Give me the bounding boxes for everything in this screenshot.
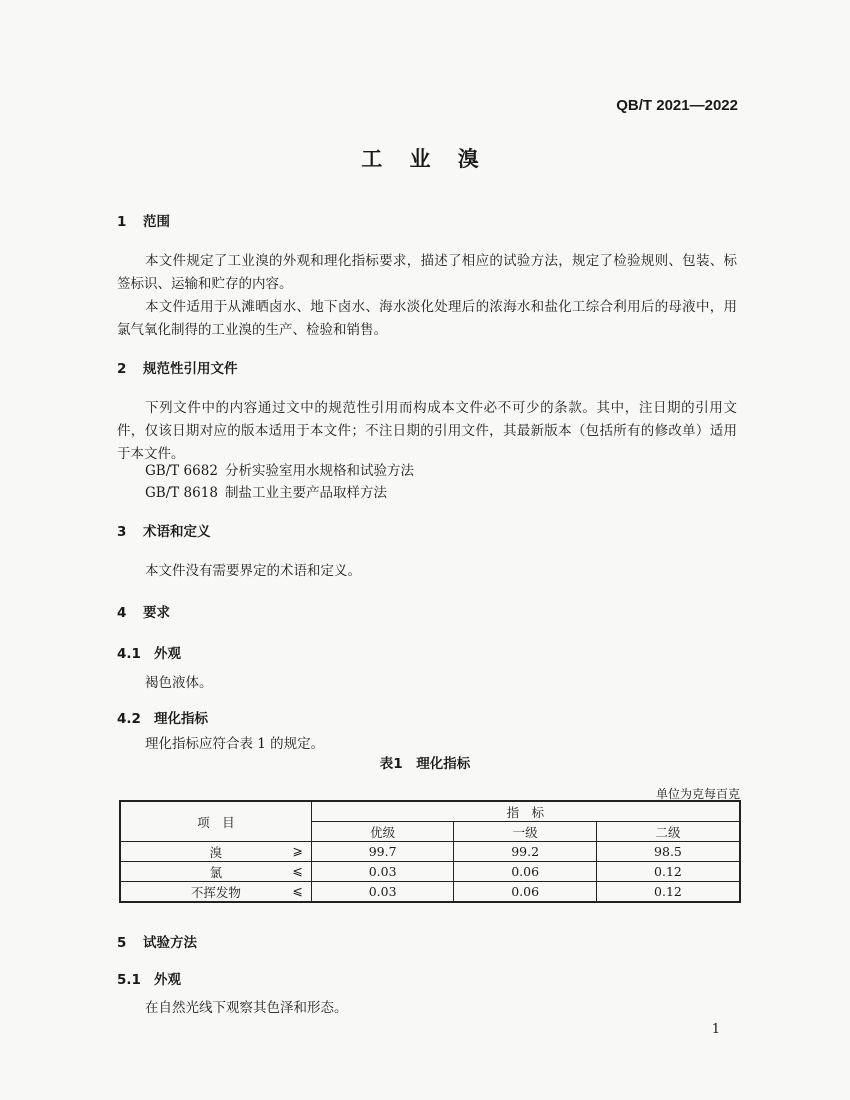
value-cell: 98.5 xyxy=(596,842,740,862)
comparison-operator: ⩾ xyxy=(292,843,303,858)
section-number: 3 xyxy=(117,524,127,540)
table-row xyxy=(120,862,740,882)
paragraph: 理化指标应符合表 1 的规定。 xyxy=(145,736,325,752)
section-title: 范围 xyxy=(143,214,170,230)
reference-code: GB/T 8618 xyxy=(145,485,218,501)
reference-item xyxy=(145,481,387,501)
page-number: 1 xyxy=(711,1022,720,1037)
section-number: 5 xyxy=(117,935,127,951)
section-4-heading xyxy=(117,601,170,621)
grade-header: 一级 xyxy=(454,822,597,842)
section-title: 术语和定义 xyxy=(143,524,211,540)
value-cell: 0.06 xyxy=(454,882,597,903)
table-header-row xyxy=(120,801,740,822)
table-unit: 单位为克每百克 xyxy=(655,787,740,801)
grade-header: 优级 xyxy=(311,822,454,842)
value-cell: 0.12 xyxy=(596,882,740,903)
item-name: 不挥发物 xyxy=(190,884,241,900)
item-name: 氯 xyxy=(209,864,223,880)
subsection-4-2-heading xyxy=(117,707,208,727)
value-cell: 99.2 xyxy=(454,842,597,862)
section-number: 4.1 xyxy=(117,646,141,662)
value-cell: 0.03 xyxy=(311,862,454,882)
item-cell xyxy=(120,862,311,882)
section-5-heading xyxy=(117,931,197,951)
section-title: 规范性引用文件 xyxy=(143,361,238,377)
section-number: 5.1 xyxy=(117,972,141,988)
paragraph: 下列文件中的内容通过文中的规范性引用而构成本文件必不可少的条款。其中，注日期的引用文件，仅该日期对应的版本适用于本文件；不注日期的引用文件，其最新版本（包括所有的修改单）适用于本文件。 xyxy=(117,400,737,462)
item-cell xyxy=(120,842,311,862)
section-1-heading xyxy=(117,210,170,230)
indicator-table xyxy=(119,800,741,903)
section-number: 2 xyxy=(117,361,127,377)
reference-code: GB/T 6682 xyxy=(145,463,218,479)
reference-item xyxy=(145,459,414,479)
paragraph: 本文件没有需要界定的术语和定义。 xyxy=(145,563,361,579)
table-row xyxy=(120,882,740,903)
reference-title: 制盐工业主要产品取样方法 xyxy=(225,485,387,501)
item-cell xyxy=(120,882,311,903)
subsection-5-1-heading xyxy=(117,968,181,988)
subsection-4-1-heading xyxy=(117,642,181,662)
section-number: 4 xyxy=(117,605,127,621)
section-title: 外观 xyxy=(154,972,181,988)
paragraph: 本文件适用于从滩晒卤水、地下卤水、海水淡化处理后的浓海水和盐化工综合利用后的母液中，用氯气氧化制得的工业溴的生产、检验和销售。 xyxy=(117,299,737,338)
value-cell: 0.06 xyxy=(454,862,597,882)
section-title: 理化指标 xyxy=(154,711,208,727)
section-title: 外观 xyxy=(154,646,181,662)
section-number: 4.2 xyxy=(117,711,141,727)
paragraph: 在自然光线下观察其色泽和形态。 xyxy=(145,1000,348,1016)
paragraph: 褐色液体。 xyxy=(145,675,213,691)
comparison-operator: ⩽ xyxy=(292,863,303,878)
standard-number: QB/T 2021—2022 xyxy=(616,97,738,114)
value-cell: 0.03 xyxy=(311,882,454,903)
table-row xyxy=(120,842,740,862)
table-header-index: 指 标 xyxy=(311,801,740,822)
document-title: 工 业 溴 xyxy=(361,147,489,171)
paragraph: 本文件规定了工业溴的外观和理化指标要求，描述了相应的试验方法，规定了检验规则、包装、标签标识、运输和贮存的内容。 xyxy=(117,253,737,292)
reference-title: 分析实验室用水规格和试验方法 xyxy=(225,463,414,479)
section-2-heading xyxy=(117,357,238,377)
section-number: 1 xyxy=(117,214,127,230)
value-cell: 0.12 xyxy=(596,862,740,882)
section-title: 要求 xyxy=(143,605,170,621)
value-cell: 99.7 xyxy=(311,842,454,862)
table-title: 表1 理化指标 xyxy=(379,756,471,772)
section-3-heading xyxy=(117,520,211,540)
table-header-item: 项 目 xyxy=(120,801,311,842)
grade-header: 二级 xyxy=(596,822,740,842)
item-name: 溴 xyxy=(209,844,223,860)
comparison-operator: ⩽ xyxy=(292,883,303,898)
section-title: 试验方法 xyxy=(143,935,197,951)
